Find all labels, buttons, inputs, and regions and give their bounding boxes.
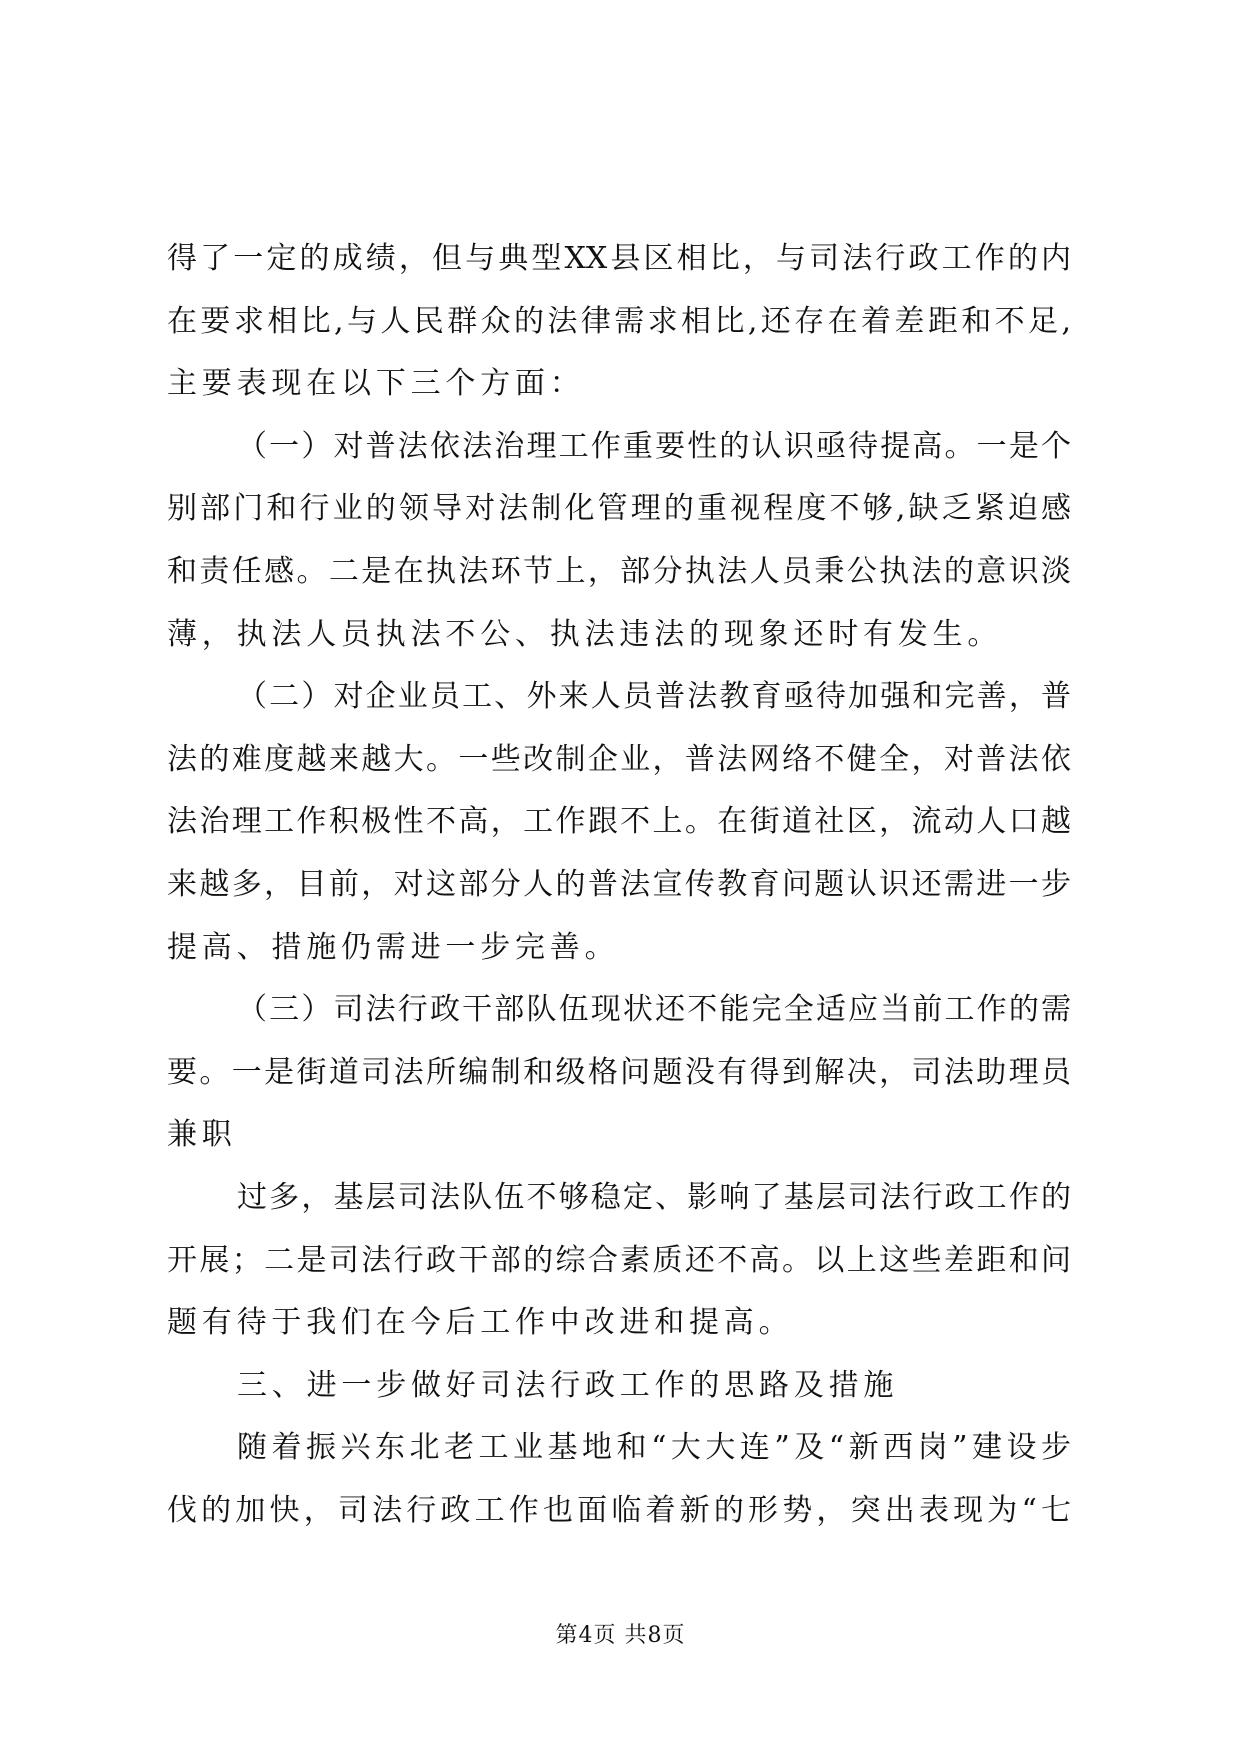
text-line: 要。一是街道司法所编制和级格问题没有得到解决，司法助理员 xyxy=(167,1054,1071,1090)
text-line: 开展；二是司法行政干部的综合素质还不高。以上这些差距和问 xyxy=(167,1242,1071,1278)
text-line: 主要表现在以下三个方面： xyxy=(167,366,585,402)
text-line: （二）对企业员工、外来人员普法教育亟待加强和完善，普 xyxy=(237,679,1071,715)
text-line: 兼职 xyxy=(167,1117,237,1153)
page-footer: 第4页 共8页 xyxy=(555,1623,686,1648)
text-line: 法的难度越来越大。一些改制企业，普法网络不健全，对普法依 xyxy=(167,741,1071,777)
text-line: 和责任感。二是在执法环节上，部分执法人员秉公执法的意识淡 xyxy=(167,553,1071,589)
text-line: （一）对普法依法治理工作重要性的认识亟待提高。一是个 xyxy=(237,428,1071,464)
document-body xyxy=(167,237,1071,1551)
text-line: 别部门和行业的领导对法制化管理的重视程度不够,缺乏紧迫感 xyxy=(167,491,1071,527)
text-line: 在要求相比,与人民群众的法律需求相比,还存在着差距和不足, xyxy=(167,303,1071,339)
text-line: 来越多，目前，对这部分人的普法宣传教育问题认识还需进一步 xyxy=(167,866,1071,902)
text-line: 过多，基层司法队伍不够稳定、影响了基层司法行政工作的 xyxy=(237,1179,1071,1215)
text-line: 伐的加快，司法行政工作也面临着新的形势，突出表现为“七 xyxy=(167,1492,1071,1528)
text-line: 随着振兴东北老工业基地和“大大连”及“新西岗”建设步 xyxy=(237,1430,1071,1466)
text-line: 法治理工作积极性不高，工作跟不上。在街道社区，流动人口越 xyxy=(167,804,1071,840)
text-line: 提高、措施仍需进一步完善。 xyxy=(167,929,620,965)
text-line: 题有待于我们在今后工作中改进和提高。 xyxy=(167,1305,794,1341)
text-line: 得了一定的成绩，但与典型XX县区相比，与司法行政工作的内 xyxy=(167,241,1071,276)
text-line: 薄，执法人员执法不公、执法违法的现象还时有发生。 xyxy=(167,616,1003,652)
text-line: （三）司法行政干部队伍现状还不能完全适应当前工作的需 xyxy=(237,992,1071,1028)
text-line: 三、进一步做好司法行政工作的思路及措施 xyxy=(237,1367,899,1403)
